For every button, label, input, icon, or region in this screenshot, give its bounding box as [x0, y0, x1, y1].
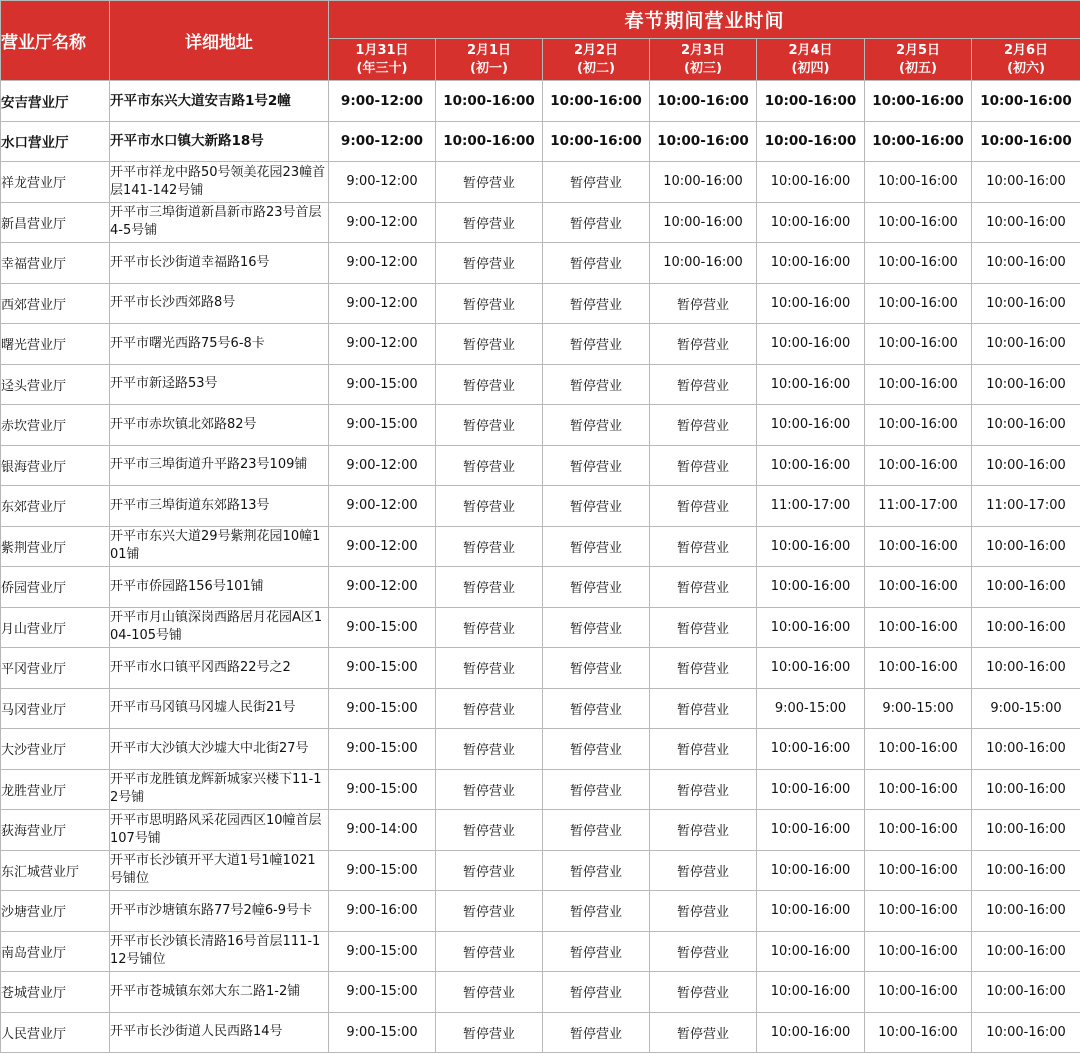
table-row — [1, 729, 1080, 770]
store-name-cell: 西郊营业厅 — [1, 283, 110, 324]
header-row-top — [1, 1, 1080, 39]
hours-cell: 9:00-12:00 — [329, 567, 436, 608]
address-cell: 开平市曙光西路75号6-8卡 — [110, 324, 329, 365]
store-name-cell: 南岛营业厅 — [1, 931, 110, 972]
hours-cell: 10:00-16:00 — [650, 243, 757, 284]
hours-cell: 10:00-16:00 — [865, 810, 972, 851]
store-name-cell: 东汇城营业厅 — [1, 850, 110, 891]
hours-cell: 10:00-16:00 — [865, 364, 972, 405]
address-cell: 开平市长沙镇开平大道1号1幢1021号铺位 — [110, 850, 329, 891]
hours-cell: 9:00-12:00 — [329, 526, 436, 567]
hours-cell: 10:00-16:00 — [865, 405, 972, 446]
hours-cell: 10:00-16:00 — [972, 283, 1080, 324]
store-name-cell: 水口营业厅 — [1, 121, 110, 162]
hours-cell: 10:00-16:00 — [972, 850, 1080, 891]
lunar-label: (初二) — [577, 60, 615, 76]
hours-cell: 9:00-12:00 — [329, 283, 436, 324]
hours-cell: 暂停营业 — [436, 648, 543, 689]
hours-cell: 暂停营业 — [650, 729, 757, 770]
lunar-label: (初五) — [899, 60, 937, 76]
table-row — [1, 364, 1080, 405]
hours-cell: 10:00-16:00 — [972, 526, 1080, 567]
store-name-cell: 侨园营业厅 — [1, 567, 110, 608]
hours-cell: 9:00-15:00 — [329, 364, 436, 405]
address-cell: 开平市长沙街道人民西路14号 — [110, 1012, 329, 1053]
store-name-cell: 沙塘营业厅 — [1, 891, 110, 932]
address-header: 详细地址 — [110, 1, 329, 81]
hours-cell: 10:00-16:00 — [757, 526, 865, 567]
hours-cell: 暂停营业 — [543, 243, 650, 284]
hours-cell: 暂停营业 — [543, 891, 650, 932]
hours-cell: 暂停营业 — [650, 567, 757, 608]
store-name-cell: 曙光营业厅 — [1, 324, 110, 365]
hours-cell: 10:00-16:00 — [436, 81, 543, 122]
hours-cell: 9:00-12:00 — [329, 324, 436, 365]
hours-cell: 暂停营业 — [436, 364, 543, 405]
hours-cell: 暂停营业 — [436, 891, 543, 932]
hours-cell: 11:00-17:00 — [865, 486, 972, 527]
hours-cell: 10:00-16:00 — [972, 931, 1080, 972]
store-name-cell: 幸福营业厅 — [1, 243, 110, 284]
store-name-cell: 安吉营业厅 — [1, 81, 110, 122]
address-cell: 开平市三埠街道新昌新市路23号首层4-5号铺 — [110, 202, 329, 243]
hours-cell: 暂停营业 — [543, 931, 650, 972]
hours-cell: 暂停营业 — [436, 486, 543, 527]
store-name-cell: 紫荆营业厅 — [1, 526, 110, 567]
date-header-3 — [650, 39, 757, 81]
hours-cell: 10:00-16:00 — [865, 1012, 972, 1053]
store-name-cell: 马冈营业厅 — [1, 688, 110, 729]
hours-cell: 暂停营业 — [650, 931, 757, 972]
hours-cell: 9:00-15:00 — [972, 688, 1080, 729]
address-cell: 开平市三埠街道升平路23号109铺 — [110, 445, 329, 486]
hours-cell: 10:00-16:00 — [757, 162, 865, 203]
lunar-label: (年三十) — [356, 60, 408, 76]
hours-cell: 10:00-16:00 — [865, 729, 972, 770]
table-row — [1, 121, 1080, 162]
table-row — [1, 283, 1080, 324]
hours-cell: 暂停营业 — [650, 1012, 757, 1053]
hours-cell: 10:00-16:00 — [757, 243, 865, 284]
lunar-label: (初六) — [1007, 60, 1045, 76]
address-cell: 开平市大沙镇大沙墟大中北街27号 — [110, 729, 329, 770]
hours-cell: 暂停营业 — [436, 729, 543, 770]
table-row — [1, 324, 1080, 365]
hours-cell: 10:00-16:00 — [972, 648, 1080, 689]
date-header-2 — [543, 39, 650, 81]
hours-cell: 9:00-15:00 — [329, 648, 436, 689]
hours-cell: 10:00-16:00 — [865, 202, 972, 243]
hours-cell: 10:00-16:00 — [650, 81, 757, 122]
hours-cell: 10:00-16:00 — [757, 283, 865, 324]
hours-cell: 10:00-16:00 — [436, 121, 543, 162]
hours-cell: 暂停营业 — [650, 769, 757, 810]
hours-cell: 9:00-12:00 — [329, 81, 436, 122]
date-label: 2月5日 — [895, 42, 941, 58]
hours-cell: 暂停营业 — [436, 162, 543, 203]
date-header-1 — [436, 39, 543, 81]
hours-cell: 暂停营业 — [543, 405, 650, 446]
hours-cell: 10:00-16:00 — [650, 162, 757, 203]
hours-cell: 暂停营业 — [650, 607, 757, 648]
table-row — [1, 850, 1080, 891]
address-cell: 开平市马冈镇马冈墟人民街21号 — [110, 688, 329, 729]
table-row — [1, 891, 1080, 932]
hours-cell: 9:00-15:00 — [329, 1012, 436, 1053]
hours-cell: 9:00-15:00 — [329, 850, 436, 891]
store-name-cell: 赤坎营业厅 — [1, 405, 110, 446]
hours-cell: 10:00-16:00 — [972, 81, 1080, 122]
address-cell: 开平市长沙镇长清路16号首层111-112号铺位 — [110, 931, 329, 972]
schedule-body — [1, 81, 1080, 1053]
hours-cell: 暂停营业 — [436, 810, 543, 851]
lunar-label: (初一) — [470, 60, 508, 76]
hours-cell: 暂停营业 — [436, 607, 543, 648]
table-row — [1, 202, 1080, 243]
hours-cell: 暂停营业 — [543, 607, 650, 648]
hours-cell: 10:00-16:00 — [757, 648, 865, 689]
table-row — [1, 972, 1080, 1013]
date-header-0 — [329, 39, 436, 81]
table-row — [1, 405, 1080, 446]
hours-cell: 暂停营业 — [436, 972, 543, 1013]
hours-cell: 10:00-16:00 — [543, 121, 650, 162]
hours-cell: 暂停营业 — [436, 243, 543, 284]
hours-cell: 10:00-16:00 — [757, 121, 865, 162]
hours-cell: 暂停营业 — [650, 891, 757, 932]
hours-cell: 10:00-16:00 — [972, 202, 1080, 243]
address-cell: 开平市长沙西郊路8号 — [110, 283, 329, 324]
hours-cell: 9:00-14:00 — [329, 810, 436, 851]
table-row — [1, 769, 1080, 810]
hours-cell: 9:00-15:00 — [329, 405, 436, 446]
hours-cell: 10:00-16:00 — [865, 526, 972, 567]
hours-cell: 9:00-12:00 — [329, 243, 436, 284]
date-header-6 — [972, 39, 1080, 81]
hours-cell: 9:00-15:00 — [757, 688, 865, 729]
hours-cell: 暂停营业 — [543, 769, 650, 810]
hours-cell: 10:00-16:00 — [865, 445, 972, 486]
store-name-cell: 龙胜营业厅 — [1, 769, 110, 810]
hours-cell: 暂停营业 — [543, 567, 650, 608]
hours-cell: 9:00-15:00 — [329, 729, 436, 770]
hours-cell: 暂停营业 — [543, 445, 650, 486]
hours-cell: 暂停营业 — [650, 445, 757, 486]
store-name-cell: 苍城营业厅 — [1, 972, 110, 1013]
table-row — [1, 648, 1080, 689]
hours-cell: 暂停营业 — [543, 1012, 650, 1053]
hours-cell: 10:00-16:00 — [757, 810, 865, 851]
table-row — [1, 688, 1080, 729]
hours-cell: 10:00-16:00 — [865, 931, 972, 972]
hours-cell: 暂停营业 — [650, 405, 757, 446]
hours-cell: 9:00-15:00 — [329, 972, 436, 1013]
hours-cell: 10:00-16:00 — [972, 243, 1080, 284]
hours-cell: 暂停营业 — [543, 283, 650, 324]
hours-cell: 9:00-16:00 — [329, 891, 436, 932]
hours-cell: 9:00-12:00 — [329, 202, 436, 243]
hours-cell: 暂停营业 — [543, 526, 650, 567]
hours-cell: 10:00-16:00 — [757, 364, 865, 405]
hours-cell: 10:00-16:00 — [972, 405, 1080, 446]
hours-cell: 9:00-15:00 — [329, 931, 436, 972]
hours-cell: 暂停营业 — [543, 202, 650, 243]
date-label: 2月2日 — [573, 42, 619, 58]
hours-cell: 10:00-16:00 — [972, 121, 1080, 162]
table-row — [1, 445, 1080, 486]
store-name-header: 营业厅名称 — [1, 1, 110, 81]
hours-cell: 暂停营业 — [650, 364, 757, 405]
hours-cell: 暂停营业 — [543, 324, 650, 365]
hours-cell: 10:00-16:00 — [865, 81, 972, 122]
hours-cell: 10:00-16:00 — [757, 769, 865, 810]
address-cell: 开平市长沙街道幸福路16号 — [110, 243, 329, 284]
hours-cell: 暂停营业 — [543, 364, 650, 405]
date-label: 1月31日 — [355, 42, 409, 58]
hours-cell: 暂停营业 — [436, 688, 543, 729]
hours-cell: 暂停营业 — [650, 283, 757, 324]
hours-cell: 10:00-16:00 — [865, 324, 972, 365]
hours-cell: 暂停营业 — [543, 162, 650, 203]
address-cell: 开平市水口镇大新路18号 — [110, 121, 329, 162]
address-cell: 开平市龙胜镇龙辉新城家兴楼下11-12号铺 — [110, 769, 329, 810]
hours-cell: 10:00-16:00 — [972, 567, 1080, 608]
date-label: 2月1日 — [466, 42, 512, 58]
store-name-cell: 平冈营业厅 — [1, 648, 110, 689]
store-name-cell: 银海营业厅 — [1, 445, 110, 486]
address-cell: 开平市苍城镇东郊大东二路1-2铺 — [110, 972, 329, 1013]
hours-cell: 10:00-16:00 — [972, 162, 1080, 203]
hours-cell: 暂停营业 — [650, 688, 757, 729]
date-label: 2月3日 — [680, 42, 726, 58]
address-cell: 开平市思明路风采花园西区10幢首层107号铺 — [110, 810, 329, 851]
hours-cell: 10:00-16:00 — [757, 567, 865, 608]
hours-cell: 10:00-16:00 — [865, 850, 972, 891]
hours-cell: 10:00-16:00 — [757, 81, 865, 122]
hours-cell: 10:00-16:00 — [757, 202, 865, 243]
hours-cell: 暂停营业 — [543, 850, 650, 891]
hours-cell: 暂停营业 — [650, 486, 757, 527]
store-name-cell: 荻海营业厅 — [1, 810, 110, 851]
hours-cell: 10:00-16:00 — [865, 162, 972, 203]
date-label: 2月4日 — [788, 42, 833, 58]
hours-cell: 10:00-16:00 — [865, 648, 972, 689]
hours-cell: 11:00-17:00 — [757, 486, 865, 527]
hours-cell: 10:00-16:00 — [865, 121, 972, 162]
hours-cell: 11:00-17:00 — [972, 486, 1080, 527]
hours-cell: 10:00-16:00 — [757, 931, 865, 972]
hours-cell: 暂停营业 — [543, 810, 650, 851]
hours-cell: 9:00-12:00 — [329, 162, 436, 203]
hours-cell: 10:00-16:00 — [757, 850, 865, 891]
hours-cell: 10:00-16:00 — [543, 81, 650, 122]
hours-cell: 暂停营业 — [436, 202, 543, 243]
hours-cell: 10:00-16:00 — [972, 891, 1080, 932]
hours-cell: 9:00-15:00 — [865, 688, 972, 729]
table-row — [1, 1012, 1080, 1053]
hours-cell: 10:00-16:00 — [972, 445, 1080, 486]
store-name-cell: 东郊营业厅 — [1, 486, 110, 527]
table-row — [1, 810, 1080, 851]
hours-cell: 10:00-16:00 — [757, 445, 865, 486]
table-row — [1, 567, 1080, 608]
address-cell: 开平市东兴大道29号紫荆花园10幢101铺 — [110, 526, 329, 567]
hours-cell: 暂停营业 — [543, 486, 650, 527]
store-name-cell: 人民营业厅 — [1, 1012, 110, 1053]
table-row — [1, 81, 1080, 122]
hours-cell: 10:00-16:00 — [865, 607, 972, 648]
date-label: 2月6日 — [1003, 42, 1049, 58]
hours-cell: 暂停营业 — [436, 1012, 543, 1053]
hours-cell: 10:00-16:00 — [865, 769, 972, 810]
store-name-cell: 迳头营业厅 — [1, 364, 110, 405]
hours-cell: 10:00-16:00 — [757, 891, 865, 932]
hours-cell: 10:00-16:00 — [757, 405, 865, 446]
address-cell: 开平市新迳路53号 — [110, 364, 329, 405]
table-row — [1, 526, 1080, 567]
address-cell: 开平市三埠街道东郊路13号 — [110, 486, 329, 527]
table-row — [1, 243, 1080, 284]
hours-cell: 暂停营业 — [543, 972, 650, 1013]
hours-cell: 10:00-16:00 — [865, 972, 972, 1013]
hours-cell: 暂停营业 — [650, 324, 757, 365]
hours-cell: 暂停营业 — [543, 648, 650, 689]
table-row — [1, 162, 1080, 203]
hours-cell: 暂停营业 — [436, 445, 543, 486]
hours-cell: 暂停营业 — [436, 931, 543, 972]
hours-cell: 暂停营业 — [436, 769, 543, 810]
hours-cell: 9:00-12:00 — [329, 445, 436, 486]
hours-cell: 暂停营业 — [436, 567, 543, 608]
hours-cell: 10:00-16:00 — [757, 607, 865, 648]
hours-cell: 10:00-16:00 — [865, 891, 972, 932]
hours-cell: 10:00-16:00 — [865, 243, 972, 284]
hours-cell: 暂停营业 — [650, 972, 757, 1013]
address-cell: 开平市祥龙中路50号领美花园23幢首层141-142号铺 — [110, 162, 329, 203]
date-header-5 — [865, 39, 972, 81]
hours-cell: 10:00-16:00 — [972, 364, 1080, 405]
lunar-label: (初三) — [684, 60, 722, 76]
hours-cell: 10:00-16:00 — [972, 729, 1080, 770]
store-name-cell: 新昌营业厅 — [1, 202, 110, 243]
store-name-cell: 大沙营业厅 — [1, 729, 110, 770]
hours-cell: 10:00-16:00 — [865, 283, 972, 324]
lunar-label: (初四) — [791, 60, 830, 76]
hours-cell: 暂停营业 — [436, 324, 543, 365]
hours-cell: 10:00-16:00 — [972, 607, 1080, 648]
hours-cell: 10:00-16:00 — [757, 1012, 865, 1053]
hours-cell: 10:00-16:00 — [972, 810, 1080, 851]
hours-cell: 10:00-16:00 — [650, 121, 757, 162]
hours-cell: 10:00-16:00 — [757, 972, 865, 1013]
address-cell: 开平市侨园路156号101铺 — [110, 567, 329, 608]
store-name-cell: 祥龙营业厅 — [1, 162, 110, 203]
address-cell: 开平市赤坎镇北郊路82号 — [110, 405, 329, 446]
table-row — [1, 607, 1080, 648]
hours-cell: 暂停营业 — [436, 526, 543, 567]
hours-cell: 10:00-16:00 — [865, 567, 972, 608]
address-cell: 开平市月山镇深岗西路居月花园A区104-105号铺 — [110, 607, 329, 648]
hours-cell: 暂停营业 — [650, 810, 757, 851]
hours-cell: 暂停营业 — [650, 648, 757, 689]
hours-cell: 暂停营业 — [650, 526, 757, 567]
hours-cell: 10:00-16:00 — [972, 324, 1080, 365]
hours-cell: 9:00-15:00 — [329, 769, 436, 810]
hours-cell: 10:00-16:00 — [650, 202, 757, 243]
hours-cell: 暂停营业 — [436, 850, 543, 891]
holiday-hours-header: 春节期间营业时间 — [329, 1, 1080, 39]
hours-cell: 10:00-16:00 — [972, 972, 1080, 1013]
address-cell: 开平市沙塘镇东路77号2幢6-9号卡 — [110, 891, 329, 932]
hours-cell: 9:00-15:00 — [329, 688, 436, 729]
hours-cell: 10:00-16:00 — [972, 769, 1080, 810]
hours-cell: 9:00-12:00 — [329, 486, 436, 527]
hours-cell: 10:00-16:00 — [757, 324, 865, 365]
store-name-cell: 月山营业厅 — [1, 607, 110, 648]
hours-cell: 暂停营业 — [543, 729, 650, 770]
hours-cell: 10:00-16:00 — [757, 729, 865, 770]
hours-cell: 暂停营业 — [543, 688, 650, 729]
hours-cell: 9:00-12:00 — [329, 121, 436, 162]
hours-cell: 10:00-16:00 — [972, 1012, 1080, 1053]
address-cell: 开平市水口镇平冈西路22号之2 — [110, 648, 329, 689]
hours-cell: 9:00-15:00 — [329, 607, 436, 648]
date-header-4 — [757, 39, 865, 81]
hours-cell: 暂停营业 — [436, 405, 543, 446]
hours-cell: 暂停营业 — [650, 850, 757, 891]
address-cell: 开平市东兴大道安吉路1号2幢 — [110, 81, 329, 122]
table-row — [1, 486, 1080, 527]
hours-cell: 暂停营业 — [436, 283, 543, 324]
table-row — [1, 931, 1080, 972]
